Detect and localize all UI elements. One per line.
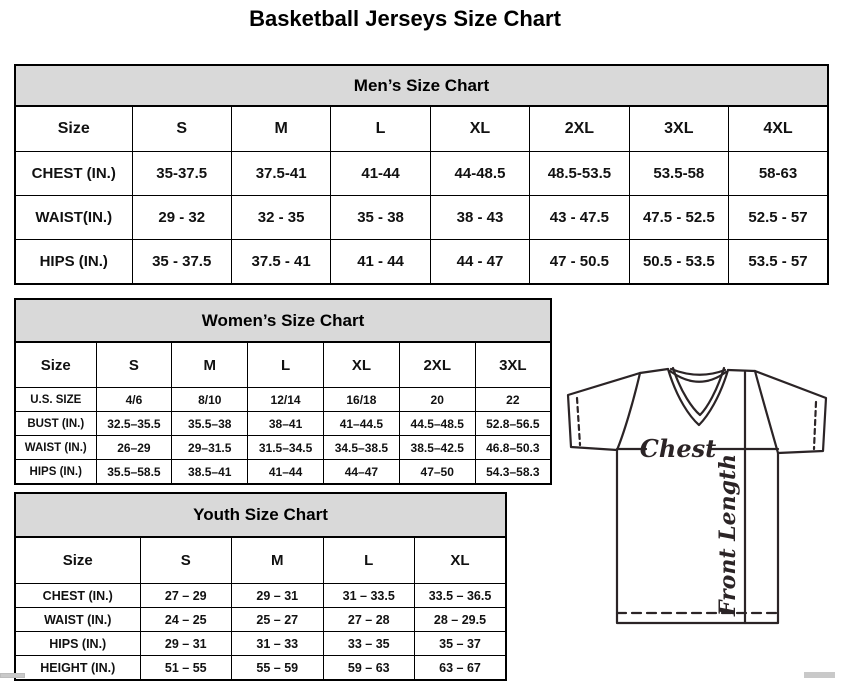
column-header: S bbox=[140, 537, 232, 584]
table-row bbox=[15, 632, 506, 656]
size-cell: 35.5–38 bbox=[172, 412, 248, 436]
jersey-diagram bbox=[563, 365, 839, 653]
table-row bbox=[15, 412, 551, 436]
size-cell: 38.5–41 bbox=[172, 460, 248, 485]
size-cell: 47–50 bbox=[399, 460, 475, 485]
table-row bbox=[15, 152, 828, 196]
column-header: Size bbox=[15, 106, 132, 152]
size-cell: 34.5–38.5 bbox=[323, 436, 399, 460]
column-header: M bbox=[172, 342, 248, 388]
column-header: XL bbox=[323, 342, 399, 388]
column-header: M bbox=[232, 537, 324, 584]
size-cell: 29 – 31 bbox=[140, 632, 232, 656]
size-cell: 54.3–58.3 bbox=[475, 460, 551, 485]
size-cell: 24 – 25 bbox=[140, 608, 232, 632]
table-row bbox=[15, 240, 828, 285]
size-cell: 38–41 bbox=[248, 412, 324, 436]
size-cell: 37.5 - 41 bbox=[231, 240, 330, 285]
table-row bbox=[15, 584, 506, 608]
table-row bbox=[15, 388, 551, 412]
table-row bbox=[15, 436, 551, 460]
size-cell: 44-48.5 bbox=[430, 152, 529, 196]
size-cell: 12/14 bbox=[248, 388, 324, 412]
page-title: Basketball Jerseys Size Chart bbox=[249, 6, 561, 31]
size-cell: 22 bbox=[475, 388, 551, 412]
size-cell: 44–47 bbox=[323, 460, 399, 485]
column-header: S bbox=[132, 106, 231, 152]
column-header: L bbox=[323, 537, 415, 584]
size-cell: 31.5–34.5 bbox=[248, 436, 324, 460]
size-cell: 47.5 - 52.5 bbox=[629, 196, 728, 240]
size-cell: 31 – 33 bbox=[232, 632, 324, 656]
row-label: WAIST (IN.) bbox=[15, 436, 96, 460]
size-cell: 51 – 55 bbox=[140, 656, 232, 681]
row-label: CHEST (IN.) bbox=[15, 584, 140, 608]
size-cell: 28 – 29.5 bbox=[415, 608, 507, 632]
size-cell: 41–44 bbox=[248, 460, 324, 485]
size-cell: 35.5–58.5 bbox=[96, 460, 172, 485]
size-cell: 41–44.5 bbox=[323, 412, 399, 436]
column-header: 3XL bbox=[475, 342, 551, 388]
table-row bbox=[15, 656, 506, 681]
youth-size-table bbox=[14, 492, 507, 681]
column-header: M bbox=[231, 106, 330, 152]
size-cell: 52.8–56.5 bbox=[475, 412, 551, 436]
column-header: Size bbox=[15, 537, 140, 584]
youth-table-title: Youth Size Chart bbox=[15, 493, 506, 537]
size-cell: 38 - 43 bbox=[430, 196, 529, 240]
size-cell: 26–29 bbox=[96, 436, 172, 460]
size-cell: 48.5-53.5 bbox=[530, 152, 629, 196]
table-row bbox=[15, 196, 828, 240]
size-cell: 33.5 – 36.5 bbox=[415, 584, 507, 608]
size-cell: 31 – 33.5 bbox=[323, 584, 415, 608]
size-cell: 53.5-58 bbox=[629, 152, 728, 196]
size-cell: 41-44 bbox=[331, 152, 430, 196]
size-cell: 35 – 37 bbox=[415, 632, 507, 656]
scrollbar-fragment-left bbox=[0, 673, 25, 678]
size-cell: 44.5–48.5 bbox=[399, 412, 475, 436]
size-cell: 27 – 29 bbox=[140, 584, 232, 608]
size-cell: 4/6 bbox=[96, 388, 172, 412]
size-cell: 43 - 47.5 bbox=[530, 196, 629, 240]
size-cell: 44 - 47 bbox=[430, 240, 529, 285]
chest-label: Chest bbox=[639, 434, 717, 463]
womens-size-table bbox=[14, 298, 552, 485]
row-label: HIPS (IN.) bbox=[15, 240, 132, 285]
size-cell: 29 – 31 bbox=[232, 584, 324, 608]
column-header: XL bbox=[415, 537, 507, 584]
size-cell: 29 - 32 bbox=[132, 196, 231, 240]
column-header: XL bbox=[430, 106, 529, 152]
table-row bbox=[15, 608, 506, 632]
front-length-label: Front Length bbox=[715, 453, 741, 617]
size-cell: 63 – 67 bbox=[415, 656, 507, 681]
row-label: HIPS (IN.) bbox=[15, 460, 96, 485]
row-label: HEIGHT (IN.) bbox=[15, 656, 140, 681]
size-cell: 35-37.5 bbox=[132, 152, 231, 196]
row-label: CHEST (IN.) bbox=[15, 152, 132, 196]
row-label: WAIST(IN.) bbox=[15, 196, 132, 240]
size-cell: 50.5 - 53.5 bbox=[629, 240, 728, 285]
size-cell: 32 - 35 bbox=[231, 196, 330, 240]
womens-table-title: Women’s Size Chart bbox=[15, 299, 551, 342]
row-label: U.S. SIZE bbox=[15, 388, 96, 412]
size-cell: 35 - 37.5 bbox=[132, 240, 231, 285]
mens-size-table bbox=[14, 64, 829, 285]
size-cell: 32.5–35.5 bbox=[96, 412, 172, 436]
column-header: L bbox=[331, 106, 430, 152]
size-cell: 35 - 38 bbox=[331, 196, 430, 240]
size-cell: 20 bbox=[399, 388, 475, 412]
size-cell: 25 – 27 bbox=[232, 608, 324, 632]
column-header: 3XL bbox=[629, 106, 728, 152]
size-cell: 52.5 - 57 bbox=[729, 196, 828, 240]
size-cell: 53.5 - 57 bbox=[729, 240, 828, 285]
size-cell: 46.8–50.3 bbox=[475, 436, 551, 460]
column-header: L bbox=[248, 342, 324, 388]
size-cell: 8/10 bbox=[172, 388, 248, 412]
size-cell: 55 – 59 bbox=[232, 656, 324, 681]
mens-table-title: Men’s Size Chart bbox=[15, 65, 828, 106]
size-cell: 33 – 35 bbox=[323, 632, 415, 656]
row-label: HIPS (IN.) bbox=[15, 632, 140, 656]
size-cell: 29–31.5 bbox=[172, 436, 248, 460]
column-header: Size bbox=[15, 342, 96, 388]
size-cell: 27 – 28 bbox=[323, 608, 415, 632]
size-cell: 37.5-41 bbox=[231, 152, 330, 196]
row-label: WAIST (IN.) bbox=[15, 608, 140, 632]
row-label: BUST (IN.) bbox=[15, 412, 96, 436]
size-cell: 41 - 44 bbox=[331, 240, 430, 285]
size-cell: 47 - 50.5 bbox=[530, 240, 629, 285]
jersey-outline bbox=[568, 369, 826, 623]
table-row bbox=[15, 460, 551, 485]
size-cell: 16/18 bbox=[323, 388, 399, 412]
size-cell: 58-63 bbox=[729, 152, 828, 196]
size-cell: 59 – 63 bbox=[323, 656, 415, 681]
scrollbar-fragment-right bbox=[804, 672, 835, 678]
column-header: 2XL bbox=[399, 342, 475, 388]
column-header: S bbox=[96, 342, 172, 388]
column-header: 4XL bbox=[729, 106, 828, 152]
size-cell: 38.5–42.5 bbox=[399, 436, 475, 460]
column-header: 2XL bbox=[530, 106, 629, 152]
